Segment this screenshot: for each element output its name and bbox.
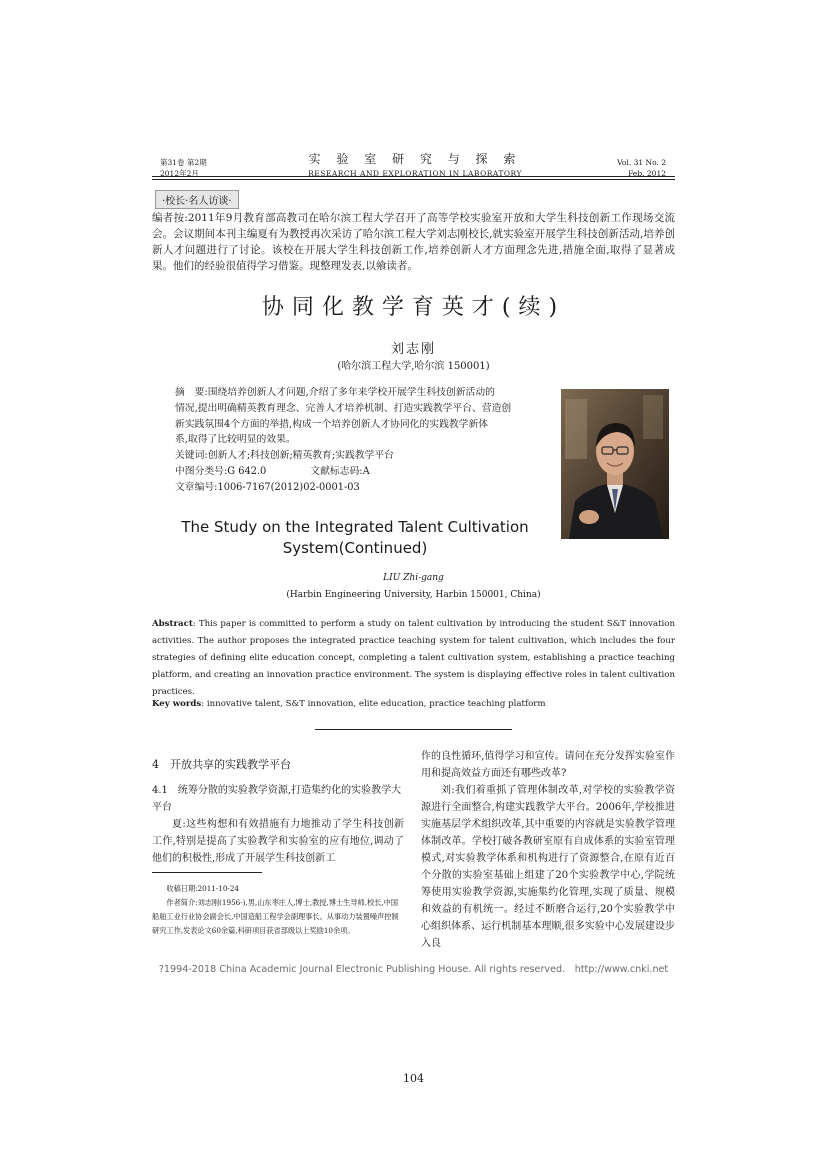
footnote-rule: [152, 872, 262, 873]
article-title-cn: 协同化教学育英才(续): [261, 295, 566, 320]
received-date: 收稿日期:2011-10-24: [166, 884, 240, 893]
body-paragraph: 刘:我们着重抓了管理体制改革,对学校的实验教学资源进行全面整合,构建实践教学大平台。2006年,学校推进实施基层学术组织改革,其中重要的内容就是实验教学管理体制改革。学校打破各教研室原有自成体系的实验室管理模式,对实验教学体系和机构进行了资源整合,在原有近百个分散的实验室基础上组建了20个实验教学中心,学院统筹使用实验教学资源,实施集约化管理,实现了质量、规模和效益的有机统一。经过不断磨合运行,20个实验教学中心组织体系、运行机制基本理顺,很多实验中心发展建设步入良: [421, 785, 675, 949]
author-bio: 作者简介:刘志刚(1956-),男,山东枣庄人,博士,教授,博士生导师,校长,中国船舶工业行业协会副会长,中国造船工程学会副理事长。从事动力装置噪声控制研究工作,发表论文60余篇,科研项目获省部级以上奖励10余项。: [152, 898, 399, 935]
abstract-cn-line: 摘 要:围绕培养创新人才问题,介绍了多年来学校开展学生科技创新活动的: [175, 387, 495, 398]
body-right-column: [421, 748, 675, 952]
section-heading: 4 开放共享的实践教学平台: [152, 758, 291, 771]
body-left-column: [152, 756, 404, 867]
abstract-cn-line: 新实践氛围4个方面的举措,构成一个培养创新人才协同化的实践教学新体: [175, 418, 489, 430]
section-separator: [315, 729, 512, 730]
keywords-en-text: : innovative talent, S&T innovation, elite education, practice teaching platform: [201, 699, 546, 709]
header-date-cn: 2012年2月: [160, 169, 199, 178]
classification-line: [175, 464, 550, 480]
portrait-illustration: [561, 389, 669, 539]
subsection-heading: 4.1 统筹分散的实验教学资源,打造集约化的实验教学大平台: [152, 785, 402, 813]
footnote: [152, 882, 404, 938]
keywords-en-label: Key words: [152, 699, 202, 709]
header-rule: [152, 176, 675, 177]
editor-note: 编者按:2011年9月教育部高教司在哈尔滨工程大学召开了高等学校实验室开放和大学生科技创新工作现场交流会。会议期间本刊主编夏有为教授再次采访了哈尔滨工程大学刘志刚校长,就实验室开展学生科技创新活动,培养创新人才问题进行了讨论。该校在开展大学生科技创新工作,培养创新人才方面理念先进,措施全面,取得了显著成果。他们的经验很值得学习借鉴。现整理发表,以飨读者。: [152, 212, 675, 272]
journal-name-cn: 实 验 室 研 究 与 探 索: [308, 152, 522, 166]
column-tag: ·校长·名人访谈·: [155, 190, 239, 209]
body-paragraph: 作的良性循环,值得学习和宣传。请问在充分发挥实验室作用和提高效益方面还有哪些改革?: [421, 751, 675, 779]
affiliation-en: (Harbin Engineering University, Harbin 150001, China): [286, 590, 541, 600]
header-date-en: Feb. 2012: [628, 169, 666, 178]
page-number: 104: [403, 1072, 424, 1085]
article-number: 文章编号:1006-7167(2012)02-0001-03: [175, 481, 360, 493]
abstract-cn-line: 系,取得了比较明显的效果。: [175, 434, 296, 446]
header-rule-thin: [152, 179, 675, 180]
article-title-en-line2: System(Continued): [282, 539, 428, 557]
copyright-footer: ?1994-2018 China Academic Journal Electronic Publishing House. All rights reserved. http://www.cnki.net: [158, 964, 669, 975]
article-title-en-line1: The Study on the Integrated Talent Cultivation: [181, 518, 529, 536]
journal-name-en: RESEARCH AND EXPLORATION IN LABORATORY: [308, 169, 522, 178]
journal-name: [290, 150, 540, 178]
author-en: LIU Zhi-gang: [383, 573, 444, 583]
header-volume-cn: 第31卷 第2期: [160, 158, 207, 167]
abstract-en: [152, 616, 675, 701]
clc-number: 中图分类号:G 642.0: [175, 465, 267, 477]
article-title-en: [160, 517, 550, 559]
abstract-cn-line: 情况,提出明确精英教育理念、完善人才培养机制、打造实践教学平台、营造创: [175, 402, 512, 414]
abstract-en-label: Abstract: [152, 619, 193, 629]
header-volume-en: Vol. 31 No. 2: [617, 158, 666, 167]
affiliation-cn: (哈尔滨工程大学,哈尔滨 150001): [337, 361, 490, 372]
document-code: 文献标志码:A: [310, 465, 370, 477]
author-portrait-photo: [561, 389, 669, 539]
keywords-cn: 关键词:创新人才;科技创新;精英教育;实践教学平台: [175, 450, 394, 462]
author-cn: 刘志刚: [390, 342, 436, 357]
abstract-cn: [175, 385, 550, 496]
abstract-en-text: : This paper is committed to perform a study on talent cultivation by introducing the student S&T innovation activities. The author proposes the integrated practice teaching system for talent cultivation, which includes the four strategies of defining elite education concept, completing a talent cultivation system, establishing a practice teaching platform, and creating an innovation practice environment. The system is displaying effective roles in talent cultivation practices.: [152, 619, 675, 697]
body-paragraph: 夏:这些构想和有效措施有力地推动了学生科技创新工作,特别是提高了实验教学和实验室的应有地位,调动了他们的积极性,形成了开展学生科技创新工: [152, 819, 404, 864]
keywords-en: [152, 699, 675, 709]
